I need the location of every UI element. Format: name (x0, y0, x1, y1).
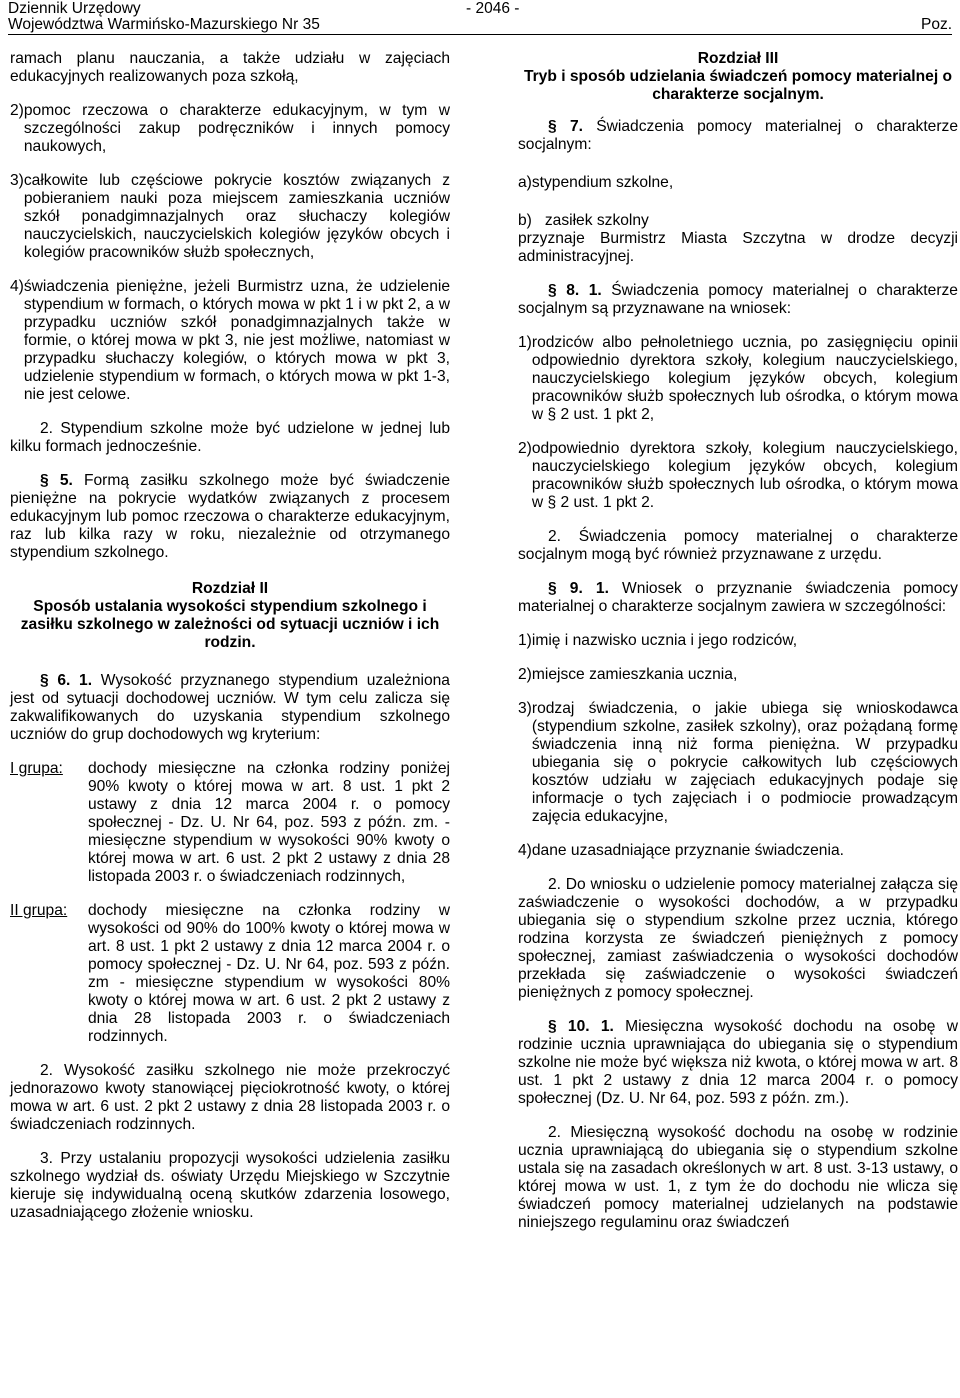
paragraph-10-2: 2. Miesięczną wysokość dochodu na osobę w rodzinie ucznia uprawniającą do ubiegania się o stypendium szkolne ustala się na zasadach określonych w art. 8 ust. 3-13 ustawy, o której mowa w ust. 1, z tym że do dochodu nie wlicza się świadczeń pomocy materialnej udzielanych na podstawie niniejszego regulaminu oraz świadczeń (518, 1124, 958, 1231)
paragraph-text: Formą zasiłku szkolnego może być świadczenie pieniężne na pokrycie wydatków związanych z procesem edukacyjnym lub pomoc rzeczowa o charakterze edukacyjnym, raz lub kilka razy w roku, niezależnie od otrzymanego stypendium szkolnego. (10, 472, 450, 561)
group-label: I grupa: (10, 760, 63, 777)
paragraph-text: Wniosek o przyznanie świadczenia pomocy materialnej o charakterze socjalnym zawiera w szczególności: (518, 580, 958, 615)
list-item (518, 174, 958, 192)
paragraph-9 (518, 580, 958, 616)
paragraph-10 (518, 1018, 958, 1108)
list-item (518, 666, 958, 684)
list-item-b: b) zasiłek szkolny (518, 212, 649, 229)
section-number: § 7. (548, 118, 583, 135)
intro-text: ramach planu nauczania, a także udziału w zajęciach edukacyjnych realizowanych poza szkołą, (10, 50, 450, 85)
page-number: - 2046 - (466, 0, 520, 17)
section-number: § 10. 1. (548, 1018, 614, 1035)
paragraph-6-3: 3. Przy ustalaniu propozycji wysokości udzielenia zasiłku szkolnego wydział ds. oświaty Urzędu Miejskiego w Szczytnie kieruje się indywidualną oceną skutków zdarzenia losowego, uzasadniającego złożenie wniosku. (10, 1150, 450, 1221)
section-number: § 6. 1. (40, 672, 93, 689)
item-text: dane uzasadniające przyznanie świadczenia. (531, 842, 844, 859)
chapter-3-title: Rozdział III (697, 50, 779, 67)
journal-title: Dziennik Urzędowy (8, 0, 141, 17)
income-group-2 (10, 902, 450, 1046)
list-item (518, 842, 958, 860)
section-number: § 5. (40, 472, 73, 489)
section-number: § 9. 1. (548, 580, 609, 597)
item-number: 2) (10, 102, 24, 119)
list-item (10, 102, 450, 156)
item-text: rodziców albo pełnoletniego ucznia, po zasięgnięciu opinii odpowiednio dyrektora szkoły, kolegium nauczycielskiego, nauczycielskiego kolegium języków obcych, kolegium pracowników służb społecznych lub ośrodka, o którym mowa w § 2 ust. 1 pkt 2, (531, 334, 958, 423)
page-header (8, 0, 952, 35)
income-group-1 (10, 760, 450, 886)
group-label: II grupa: (10, 902, 68, 919)
list-item (10, 172, 450, 262)
decision-text: przyznaje Burmistrz Miasta Szczytna w drodze decyzji administracyjnej. (518, 230, 958, 265)
item-number: 2) (518, 440, 532, 457)
item-number: 2) (518, 666, 532, 683)
paragraph-text: Wysokość przyznanego stypendium uzależniona jest od sytuacji dochodowej uczniów. W tym celu zalicza się zakwalifikowanych do uzyskania stypendium szkolnego uczniów do grup dochodowych wg kryterium: (10, 672, 450, 743)
item-text: odpowiednio dyrektora szkoły, kolegium nauczycielskiego, nauczycielskiego kolegium języków obcych, kolegium pracowników służb społecznych lub ośrodka, o którym mowa w § 2 ust. 1 pkt 2. (531, 440, 958, 511)
paragraph-6-2: 2. Wysokość zasiłku szkolnego nie może przekroczyć jednorazowo kwoty stanowiącej pięciokrotność kwoty, o której mowa w art. 6 ust. 2 pkt 2 ustawy z dnia 28 listopada 2003 r. o świadczeniach rodzinnych. (10, 1062, 450, 1133)
item-number: 3) (10, 172, 24, 189)
item-number: 4) (518, 842, 532, 859)
item-text: miejsce zamieszkania ucznia, (531, 666, 738, 683)
paragraph-9-2: 2. Do wniosku o udzielenie pomocy materialnej załącza się zaświadczenie o wysokości dochodów, a w przypadku ubiegania się o stypendium szkolne przez ucznia, którego rodzina korzysta ze świadczeń pieniężnych z pomocy społecznej, zamiast zaświadczenia o wysokości dochodów przekłada się zaświadczenie o wysokości świadczeń pieniężnych z pomocy społecznej. (518, 876, 958, 1001)
list-item (518, 632, 958, 650)
list-item (10, 278, 450, 404)
chapter-2-subtitle: Sposób ustalania wysokości stypendium szkolnego i zasiłku szkolnego w zależności od sytuacji uczniów i ich rodzin. (20, 598, 440, 651)
item-text: rodzaj świadczenia, o jakie ubiega się wnioskodawca (stypendium szkolne, zasiłek szkolny), oraz pożądaną formę świadczenia inną niż forma pieniężna. W przypadku ubiegania się o pokrycie całkowitych lub częściowych kosztów udziału w zajęciach edukacyjnych podaje się informacje o tych zajęciach i o podmiocie prowadzącym zajęcia edukacyjne, (531, 700, 958, 825)
paragraph-6 (10, 672, 450, 744)
item-text: stypendium szkolne, (531, 174, 674, 191)
item-number: 1) (518, 632, 532, 649)
item-text: całkowite lub częściowe pokrycie kosztów związanych z pobieraniem nauki poza miejscem zamieszkania uczniów szkół ponadgimnazjalnych oraz słuchaczy kolegiów nauczycielskich, nauczycielskich kolegiów języków obcych i kolegiów pracowników służb społecznych, (23, 172, 450, 261)
journal-subtitle: Województwa Warmińsko-Mazurskiego Nr 35 (8, 16, 320, 33)
item-text: świadczenia pieniężne, jeżeli Burmistrz uzna, że udzielenie stypendium w formach, o których mowa w pkt 1 i w pkt 2, a w przypadku uczniów szkół ponadgimnazjalnych także w formie, o której mowa w pkt 3, nie jest możliwe, natomiast w przypadku słuchaczy kolegiów, o których mowa w pkt 3, udzielenie stypendium w formach, o których mowa w pkt 1-3, nie jest celowe. (23, 278, 450, 403)
paragraph-text: Miesięczna wysokość dochodu na osobę w rodzinie ucznia uprawniająca do ubiegania się o stypendium szkolne nie może być większa niż kwota, o której mowa w art. 8 ust. 1 pkt 2 ustawy z dnia 12 marca 2004 r. o pomocy społecznej (Dz. U. Nr 64, poz. 593 z późn. zm.). (518, 1018, 958, 1107)
paragraph-5 (10, 472, 450, 562)
paragraph-2: 2. Stypendium szkolne może być udzielone w jednej lub kilku formach jednocześnie. (10, 420, 450, 455)
paragraph-text: Świadczenia pomocy materialnej o charakterze socjalnym: (518, 118, 958, 153)
item-number: 3) (518, 700, 532, 717)
group-text: dochody miesięczne na członka rodziny w wysokości od 90% do 100% kwoty o której mowa w art. 8 ust. 1 pkt 2 ustawy z dnia 12 marca 2004 r. o pomocy społecznej - Dz. U. Nr 64, poz. 593 z późn. zm - miesięczne stypendium w wysokości 80% kwoty o której mowa w art. 6 ust. 2 pkt 2 ustawy z dnia 28 listopada 2003 r. o świadczeniach rodzinnych. (88, 902, 450, 1045)
chapter-3-subtitle: Tryb i sposób udzielania świadczeń pomocy materialnej o charakterze socjalnym. (523, 68, 953, 103)
item-text: imię i nazwisko ucznia i jego rodziców, (531, 632, 798, 649)
list-item (518, 334, 958, 424)
right-column (518, 50, 958, 1232)
item-number: 1) (518, 334, 532, 351)
list-item (518, 700, 958, 826)
paragraph-7 (518, 118, 958, 154)
paragraph-text: Świadczenia pomocy materialnej o charakterze socjalnym są przyznawane na wniosek: (518, 282, 958, 317)
item-number: 4) (10, 278, 24, 295)
paragraph-8 (518, 282, 958, 318)
paragraph-8-2: 2. Świadczenia pomocy materialnej o charakterze socjalnym mogą być również przyznawane z urzędu. (518, 528, 958, 563)
item-text: pomoc rzeczowa o charakterze edukacyjnym, w tym w szczególności zakup podręczników i innych pomocy naukowych, (23, 102, 450, 155)
section-number: § 8. 1. (548, 282, 602, 299)
list-item (518, 440, 958, 512)
position-label: Poz. (920, 16, 952, 33)
chapter-2-title: Rozdział II (191, 580, 269, 597)
left-column (10, 50, 450, 1222)
group-text: dochody miesięczne na członka rodziny poniżej 90% kwoty o której mowa w art. 8 ust. 1 pkt 2 ustawy z dnia 12 marca 2004 r. o pomocy społecznej - Dz. U. Nr 64, poz. 593 z późn. zm. - miesięczne stypendium w wysokości 90% kwoty o której mowa w art. 6 ust. 2 pkt 2 ustawy z dnia 28 listopada 2003 r. o świadczeniach rodzinnych, (88, 760, 450, 885)
item-number: a) (518, 174, 532, 191)
